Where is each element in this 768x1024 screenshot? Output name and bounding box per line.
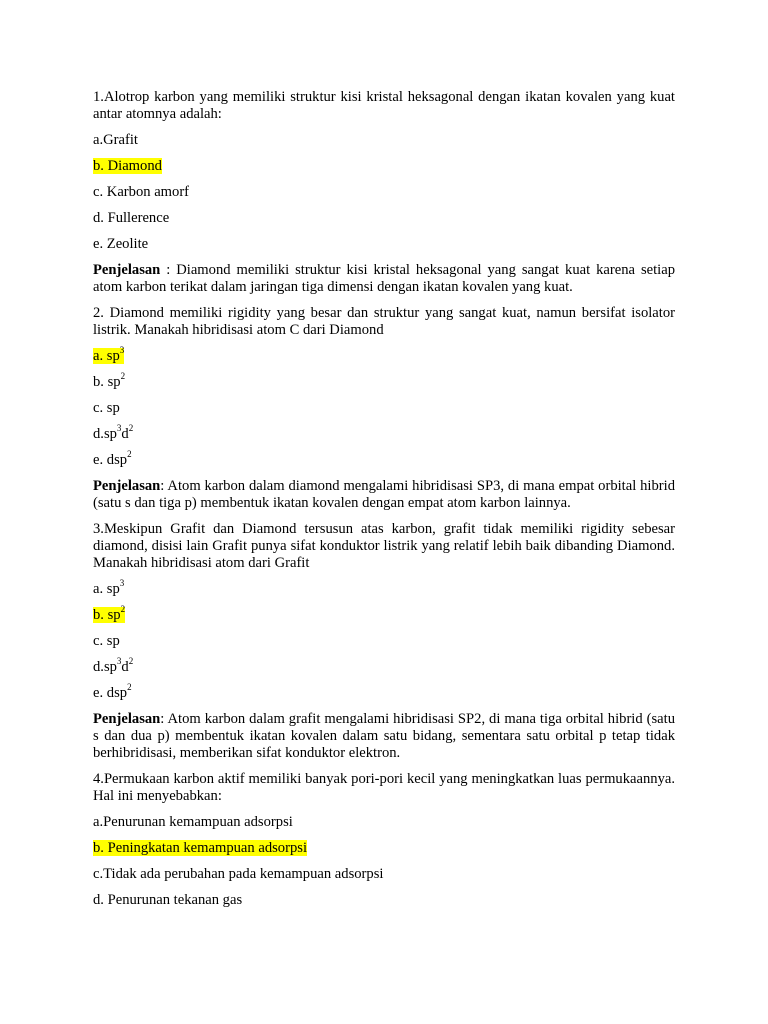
question-1-option-d [93, 210, 675, 227]
question-4-option-d [93, 892, 675, 909]
question-3-option-d [93, 656, 675, 676]
question-3-option-e [93, 682, 675, 702]
question-1-option-e [93, 236, 675, 253]
option-text: c. sp [93, 633, 120, 649]
question-2-option-a [93, 345, 675, 365]
question-1-option-b [93, 158, 675, 175]
superscript: 2 [128, 656, 134, 667]
question-3-option-c [93, 633, 675, 650]
question-2-option-c [93, 400, 675, 417]
question-2-option-d [93, 423, 675, 443]
superscript: 3 [116, 656, 122, 667]
option-text: d.sp [93, 659, 117, 675]
option-text: e. dsp [93, 685, 128, 701]
superscript: 2 [120, 604, 126, 615]
question-3-option-a [93, 578, 675, 598]
explanation-label: Penjelasan [93, 478, 161, 494]
highlighted-answer [93, 840, 307, 856]
superscript: 2 [128, 423, 134, 434]
option-text: d.sp [93, 426, 117, 442]
superscript: 3 [116, 423, 122, 434]
option-text: b. sp [93, 374, 121, 390]
option-text: b. sp [93, 607, 121, 623]
question-4-text: 4.Permukaan karbon aktif memiliki banyak pori-pori kecil yang meningkatkan luas permukaannya. Hal ini menyebabkan: [93, 771, 675, 804]
superscript: 3 [119, 578, 125, 589]
option-text: a. sp [93, 581, 120, 597]
option-text: a.Penurunan kemampuan adsorpsi [93, 814, 293, 830]
question-3-option-b [93, 604, 675, 624]
option-text: b. Peningkatan kemampuan adsorpsi [93, 840, 307, 856]
question-2-option-e [93, 449, 675, 469]
option-text-mid: d [121, 426, 129, 442]
highlighted-answer [93, 345, 125, 364]
superscript: 2 [127, 682, 132, 693]
option-text: c. sp [93, 400, 120, 416]
superscript: 2 [120, 371, 126, 382]
explanation-text: : Atom karbon dalam grafit mengalami hibridisasi SP2, di mana tiga orbital hibrid (satu s dan dua p) membentuk ikatan kovalen dalam satu bidang, sementara satu orbital p tetap tidak berhibridisasi, memberikan sifat konduktor elektron. [93, 711, 675, 761]
question-4-option-a [93, 814, 675, 831]
superscript: 3 [119, 345, 125, 356]
question-3-explanation [93, 711, 675, 762]
question-4-option-c [93, 866, 675, 883]
question-2-option-b [93, 371, 675, 391]
question-4-option-b [93, 840, 675, 857]
question-1-text: 1.Alotrop karbon yang memiliki struktur kisi kristal heksagonal dengan ikatan kovalen yang kuat antar atomnya adalah: [93, 89, 675, 122]
explanation-label: Penjelasan [93, 711, 161, 727]
question-2-explanation [93, 478, 675, 512]
question-1-explanation [93, 262, 675, 296]
option-text-mid: d [121, 659, 129, 675]
explanation-text: : Atom karbon dalam diamond mengalami hibridisasi SP3, di mana empat orbital hibrid (satu s dan tiga p) membentuk ikatan kovalen dengan empat atom karbon lainnya. [93, 478, 675, 511]
highlighted-answer [93, 158, 162, 174]
option-text: d. Fullerence [93, 210, 170, 226]
option-text: a.Grafit [93, 132, 138, 148]
option-text: c.Tidak ada perubahan pada kemampuan adsorpsi [93, 866, 384, 882]
document-content [93, 89, 675, 918]
option-text: a. sp [93, 348, 120, 364]
superscript: 2 [127, 449, 132, 460]
option-text: c. Karbon amorf [93, 184, 190, 200]
explanation-label: Penjelasan [93, 262, 161, 278]
question-1-option-c [93, 184, 675, 201]
option-text: d. Penurunan tekanan gas [93, 892, 243, 908]
highlighted-answer [93, 604, 126, 623]
option-text: b. Diamond [93, 158, 162, 174]
explanation-text: : Diamond memiliki struktur kisi kristal heksagonal yang sangat kuat karena setiap atom karbon terikat dalam jaringan tiga dimensi dengan ikatan kovalen yang kuat. [93, 262, 675, 295]
question-2-text: 2. Diamond memiliki rigidity yang besar dan struktur yang sangat kuat, namun bersifat isolator listrik. Manakah hibridisasi atom C dari Diamond [93, 305, 675, 338]
question-3-text: 3.Meskipun Grafit dan Diamond tersusun atas karbon, grafit tidak memiliki rigidity sebesar diamond, disisi lain Grafit punya sifat konduktor listrik yang relatif lebih baik dibanding Diamond. Manakah hibridisasi atom dari Grafit [93, 521, 675, 571]
question-1-option-a [93, 132, 675, 149]
option-text: e. dsp [93, 452, 128, 468]
option-text: e. Zeolite [93, 236, 149, 252]
